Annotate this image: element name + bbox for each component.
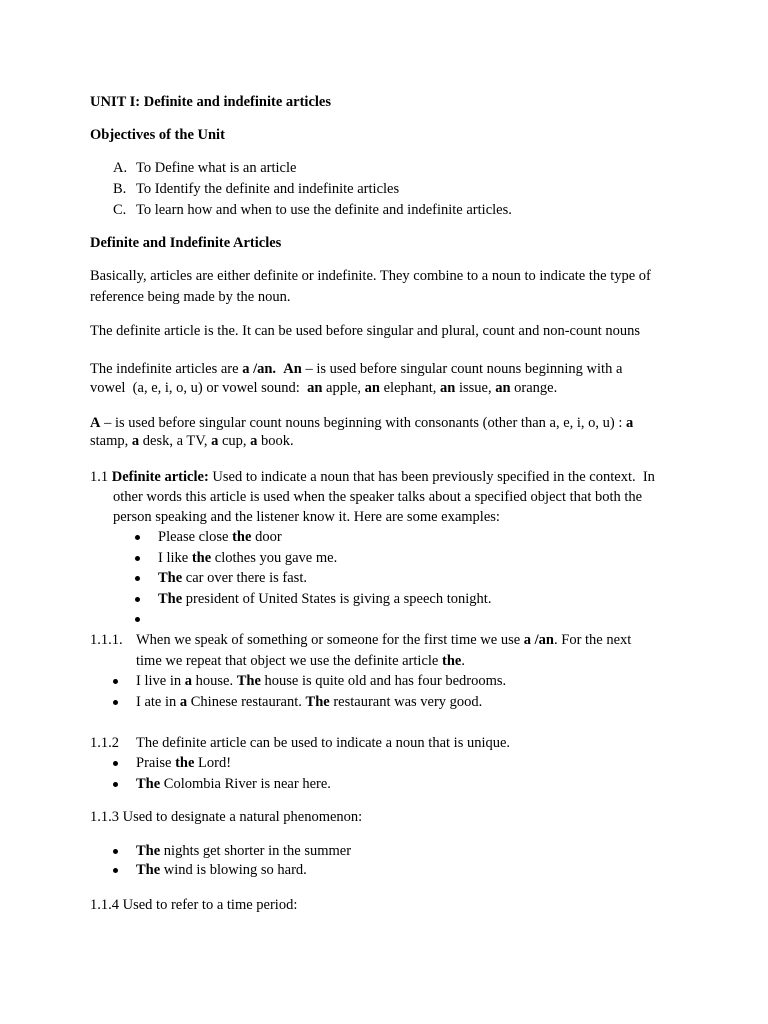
list-item: The wind is blowing so hard. (136, 862, 307, 878)
section-1-1-line: 1.1 Definite article: Used to indicate a noun that has been previously specified in the context. In (90, 469, 655, 485)
objective-item: To learn how and when to use the definite and indefinite articles. (136, 202, 512, 218)
bullet-icon (113, 761, 118, 766)
list-item: Please close the door (158, 529, 282, 545)
unit-title: UNIT I: Definite and indefinite articles (90, 94, 331, 110)
section-1-1-1-line: When we speak of something or someone for the first time we use a /an. For the next (136, 632, 632, 648)
a-article-paragraph-line: A – is used before singular count nouns beginning with consonants (other than a, e, i, o, u) : a (90, 415, 634, 431)
a-article-paragraph-line: stamp, a desk, a TV, a cup, a book. (90, 433, 294, 449)
list-item: I ate in a Chinese restaurant. The restaurant was very good. (136, 694, 483, 710)
bullet-icon (113, 782, 118, 787)
section-1-1-1-line: time we repeat that object we use the definite article the. (136, 653, 465, 669)
list-item: I live in a house. The house is quite old and has four bedrooms. (136, 673, 507, 689)
section-1-1-4-heading: 1.1.4 Used to refer to a time period: (90, 897, 298, 913)
indefinite-paragraph-line: vowel (a, e, i, o, u) or vowel sound: an apple, an elephant, an issue, an orange. (90, 380, 558, 396)
list-item: The president of United States is giving a speech tonight. (158, 591, 492, 607)
section-1-1-2-text: The definite article can be used to indicate a noun that is unique. (136, 735, 511, 751)
list-item: The nights get shorter in the summer (136, 843, 352, 859)
bullet-icon (135, 556, 140, 561)
list-item: Praise the Lord! (136, 755, 232, 771)
bullet-icon (135, 617, 140, 622)
bullet-icon (113, 700, 118, 705)
bullet-icon (135, 576, 140, 581)
section-1-1-3-heading: 1.1.3 Used to designate a natural phenomenon: (90, 809, 363, 825)
objective-item: To Define what is an article (136, 160, 297, 176)
objective-item: To Identify the definite and indefinite articles (136, 181, 400, 197)
intro-paragraph-line: reference being made by the noun. (90, 289, 291, 305)
list-item: The Colombia River is near here. (136, 776, 331, 792)
indefinite-paragraph-line: The indefinite articles are a /an. An – is used before singular count nouns beginning with a (90, 361, 623, 377)
bullet-icon (135, 535, 140, 540)
bullet-icon (113, 849, 118, 854)
bullet-icon (113, 868, 118, 873)
objectives-heading: Objectives of the Unit (90, 127, 225, 143)
list-item: The car over there is fast. (158, 570, 307, 586)
bullet-icon (113, 679, 118, 684)
definite-article-paragraph: The definite article is the. It can be used before singular and plural, count and non-count nouns (90, 323, 641, 339)
objective-marker: A. (113, 160, 128, 176)
objective-marker: C. (113, 202, 127, 218)
intro-paragraph-line: Basically, articles are either definite or indefinite. They combine to a noun to indicate the type of (90, 268, 651, 284)
section-1-1-1-number: 1.1.1. (90, 632, 123, 648)
section-heading: Definite and Indefinite Articles (90, 235, 282, 251)
section-1-1-2-number: 1.1.2 (90, 735, 119, 751)
section-1-1-line: person speaking and the listener know it. Here are some examples: (113, 509, 500, 525)
bullet-icon (135, 597, 140, 602)
objective-marker: B. (113, 181, 127, 197)
list-item: I like the clothes you gave me. (158, 550, 338, 566)
section-1-1-line: other words this article is used when the speaker talks about a specified object that both the (113, 489, 643, 505)
